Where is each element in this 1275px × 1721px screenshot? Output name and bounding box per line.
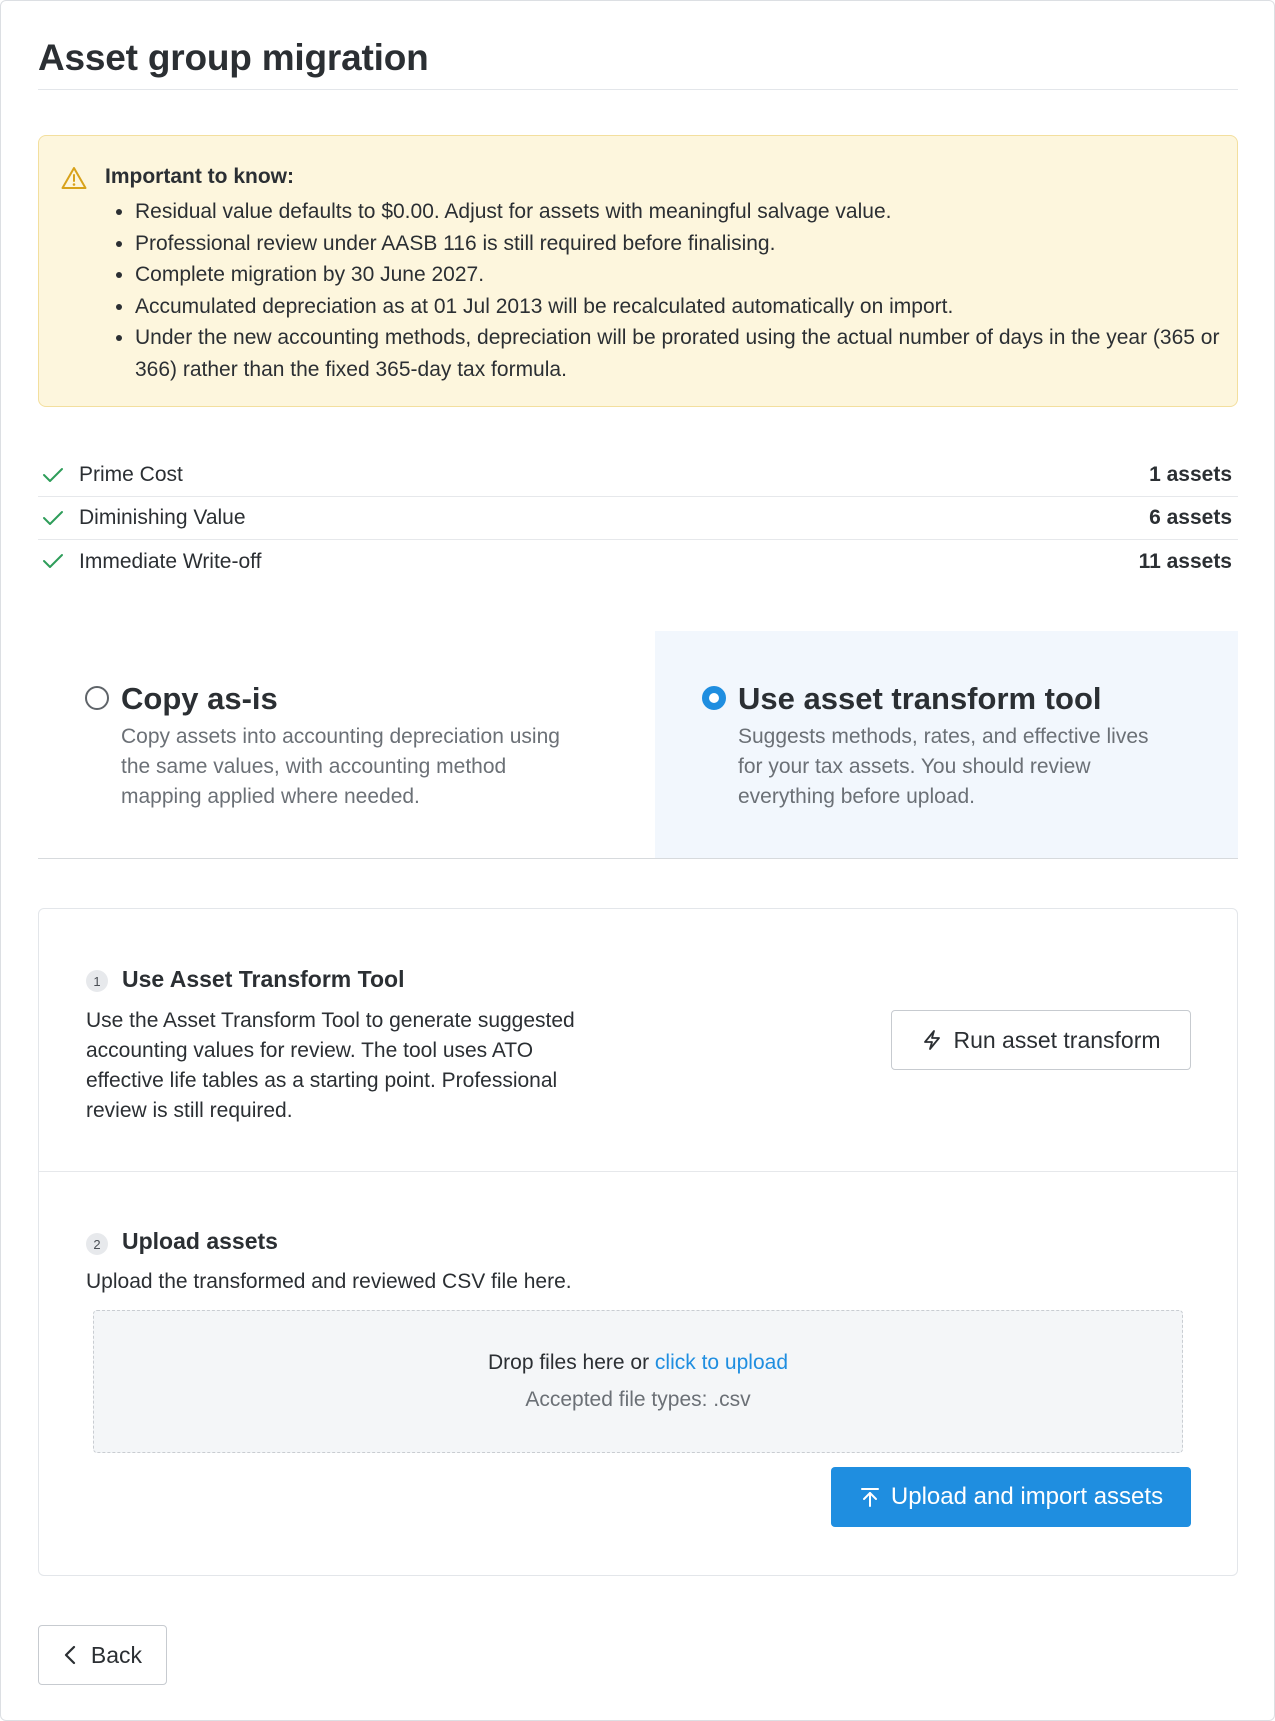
button-label: Run asset transform (953, 1026, 1161, 1053)
step-title: Use Asset Transform Tool (122, 966, 405, 992)
step-number-badge: 1 (86, 970, 108, 992)
check-icon (42, 509, 64, 527)
back-button[interactable] (38, 1625, 167, 1685)
transform-tool-radio[interactable] (702, 686, 726, 710)
step-description: Use the Asset Transform Tool to generate suggested accounting values for review. The tool uses ATO effective life tables as a starting point. Professional review is still required. (86, 1009, 575, 1122)
dropzone-prompt-line (94, 1351, 1182, 1375)
run-asset-transform-button[interactable] (891, 1010, 1191, 1070)
click-to-upload-link[interactable]: click to upload (654, 1351, 788, 1374)
option-description: Suggests methods, rates, and effective lives for your tax assets. You should review everything before upload. (738, 725, 1149, 808)
option-copy-as-is[interactable] (38, 631, 622, 858)
step-title: Upload assets (122, 1228, 278, 1254)
method-row-prime-cost (38, 454, 1238, 497)
option-use-transform-tool[interactable] (655, 631, 1238, 858)
method-name: Diminishing Value (79, 506, 246, 529)
method-name: Immediate Write-off (79, 549, 262, 573)
page-title: Asset group migration (38, 37, 1238, 90)
file-dropzone[interactable] (93, 1310, 1183, 1453)
button-label: Back (90, 1641, 143, 1668)
steps-card (38, 908, 1238, 1576)
important-alert (38, 135, 1238, 407)
upload-import-assets-button[interactable] (831, 1467, 1191, 1527)
alert-heading: Important to know: (105, 165, 294, 188)
upload-arrow-icon (859, 1486, 881, 1508)
copy-as-is-radio[interactable] (85, 686, 109, 710)
accepted-file-types: Accepted file types: .csv (525, 1388, 751, 1411)
migration-options (38, 631, 1238, 859)
alert-item: Accumulated depreciation as at 01 Jul 2013 will be recalculated automatically on import. (105, 291, 1225, 323)
method-row-immediate-write-off (38, 540, 1238, 583)
chevron-left-icon (63, 1645, 77, 1665)
check-icon (42, 466, 64, 484)
warning-triangle-icon (61, 166, 87, 190)
dropzone-prompt: Drop files here or (488, 1351, 650, 1374)
method-summary-list (38, 454, 1238, 583)
step-number-badge: 2 (86, 1233, 108, 1255)
lightning-bolt-icon (921, 1029, 943, 1051)
alert-item: Professional review under AASB 116 is still required before finalising. (105, 228, 1225, 260)
step-transform (39, 909, 1237, 1172)
button-label: Upload and import assets (890, 1483, 1164, 1510)
option-title: Use asset transform tool (738, 681, 1102, 716)
alert-item: Under the new accounting methods, depreciation will be prorated using the actual number of days in the year (365 or 366) rather than the fixed 365-day tax formula. (105, 322, 1225, 385)
option-title: Copy as-is (121, 681, 278, 716)
method-count: 1 assets (1149, 463, 1232, 486)
method-name: Prime Cost (79, 463, 183, 486)
method-row-diminishing-value (38, 497, 1238, 540)
method-count: 11 assets (1138, 549, 1232, 573)
step-description: Upload the transformed and reviewed CSV file here. (86, 1270, 572, 1293)
alert-list (105, 196, 1225, 385)
check-icon (42, 552, 64, 570)
alert-item: Residual value defaults to $0.00. Adjust for assets with meaningful salvage value. (105, 196, 1225, 228)
option-description: Copy assets into accounting depreciation using the same values, with accounting method mapping applied where needed. (121, 725, 560, 808)
method-count: 6 assets (1149, 506, 1232, 529)
alert-item: Complete migration by 30 June 2027. (105, 259, 1225, 291)
